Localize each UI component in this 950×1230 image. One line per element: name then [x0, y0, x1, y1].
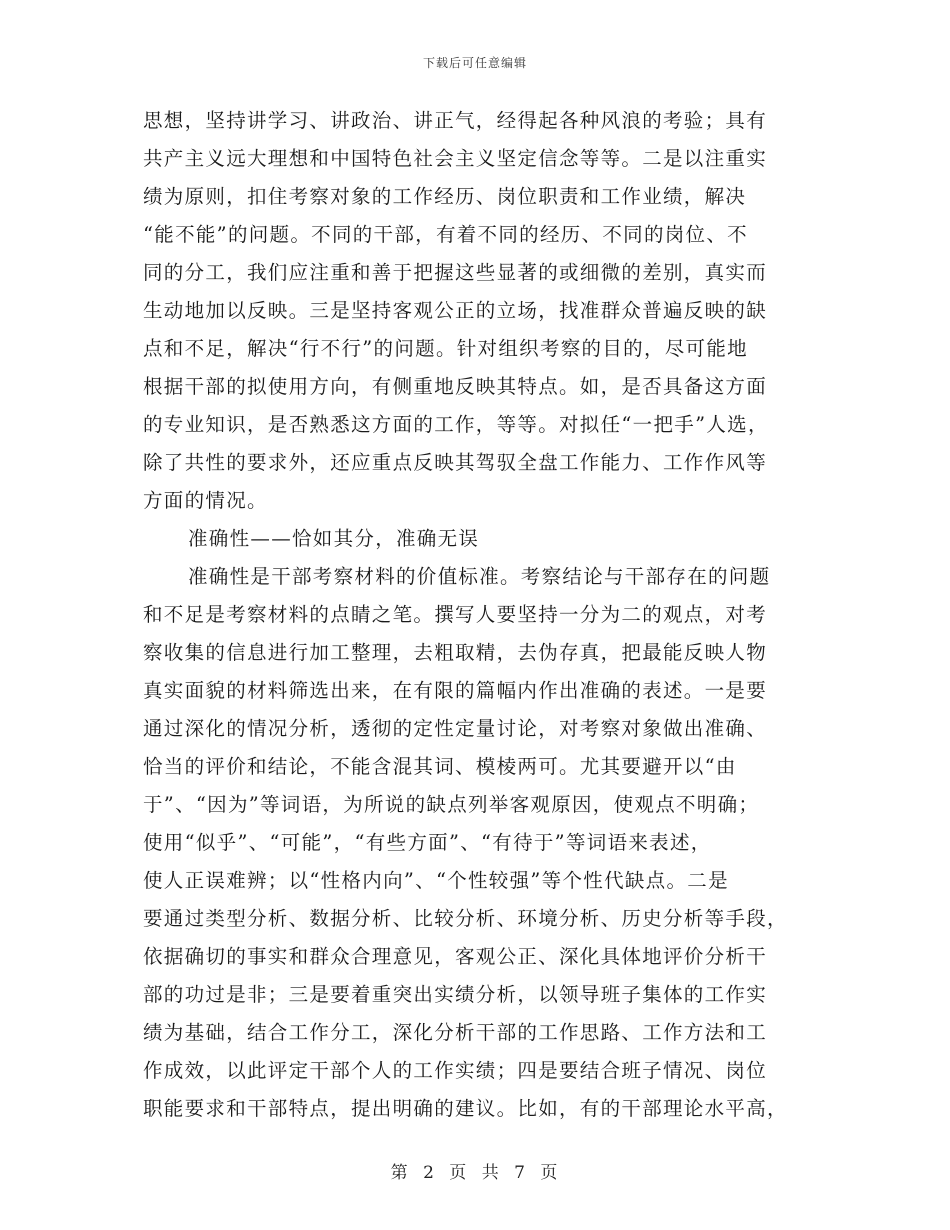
text-line: 绩为原则，扣住考察对象的工作经历、岗位职责和工作业绩，解决 — [143, 185, 747, 208]
text-line: 准确性是干部考察材料的价值标准。考察结论与干部存在的问题 — [188, 565, 771, 588]
text-line: 察收集的信息进行加工整理，去粗取精，去伪存真，把最能反映人物 — [143, 641, 768, 664]
text-line: 于”、“因为”等词语，为所说的缺点列举客观原因，使观点不明确； — [143, 793, 760, 816]
text-line: 要通过类型分析、数据分析、比较分析、环境分析、历史分析等手段， — [143, 907, 788, 930]
text-line: 职能要求和干部特点，提出明确的建议。比如，有的干部理论水平高， — [143, 1097, 788, 1120]
text-line: 思想，坚持讲学习、讲政治、讲正气，经得起各种风浪的考验；具有 — [143, 109, 768, 132]
text-line: 方面的情况。 — [143, 489, 268, 512]
text-line: 部的功过是非；三是要着重突出实绩分析，以领导班子集体的工作实 — [143, 983, 768, 1006]
text-line: 除了共性的要求外，还应重点反映其驾驭全盘工作能力、工作作风等 — [143, 451, 768, 474]
text-line: 根据干部的拟使用方向，有侧重地反映其特点。如，是否具备这方面 — [143, 375, 768, 398]
text-line: 真实面貌的材料筛选出来，在有限的篇幅内作出准确的表述。一是要 — [143, 679, 768, 702]
text-line: 依据确切的事实和群众合理意见，客观公正、深化具体地评价分析干 — [143, 945, 768, 968]
text-line: “能不能”的问题。不同的干部，有着不同的经历、不同的岗位、不 — [143, 223, 748, 246]
text-line: 和不足是考察材料的点睛之笔。撰写人要坚持一分为二的观点，对考 — [143, 603, 768, 626]
text-line: 共产主义远大理想和中国特色社会主义坚定信念等等。二是以注重实 — [143, 147, 768, 170]
text-line: 使人正误难辨；以“性格内向”、“个性较强”等个性代缺点。二是 — [143, 869, 729, 892]
text-line: 的专业知识，是否熟悉这方面的工作，等等。对拟任“一把手”人选， — [143, 413, 769, 436]
text-line: 作成效，以此评定干部个人的工作实绩；四是要结合班子情况、岗位 — [143, 1059, 768, 1082]
text-line: 恰当的评价和结论，不能含混其词、模棱两可。尤其要避开以“由 — [143, 755, 737, 778]
text-line: 准确性——恰如其分，准确无误 — [188, 527, 480, 550]
text-line: 点和不足，解决“行不行”的问题。针对组织考察的目的，尽可能地 — [143, 337, 748, 360]
page-header: 下载后可任意编辑 — [422, 56, 527, 70]
text-line: 同的分工，我们应注重和善于把握这些显著的或细微的差别，真实而 — [143, 261, 768, 284]
text-line: 生动地加以反映。三是坚持客观公正的立场，找准群众普遍反映的缺 — [143, 299, 768, 322]
page-number-footer: 第 2 页 共 7 页 — [390, 1163, 560, 1183]
text-line: 通过深化的情况分析，透彻的定性定量讨论，对考察对象做出准确、 — [143, 717, 768, 740]
text-line: 使用“似乎”、“可能”，“有些方面”、“有待于”等词语来表述， — [143, 831, 712, 854]
document-body — [143, 102, 813, 1128]
text-line: 绩为基础，结合工作分工，深化分析干部的工作思路、工作方法和工 — [143, 1021, 768, 1044]
